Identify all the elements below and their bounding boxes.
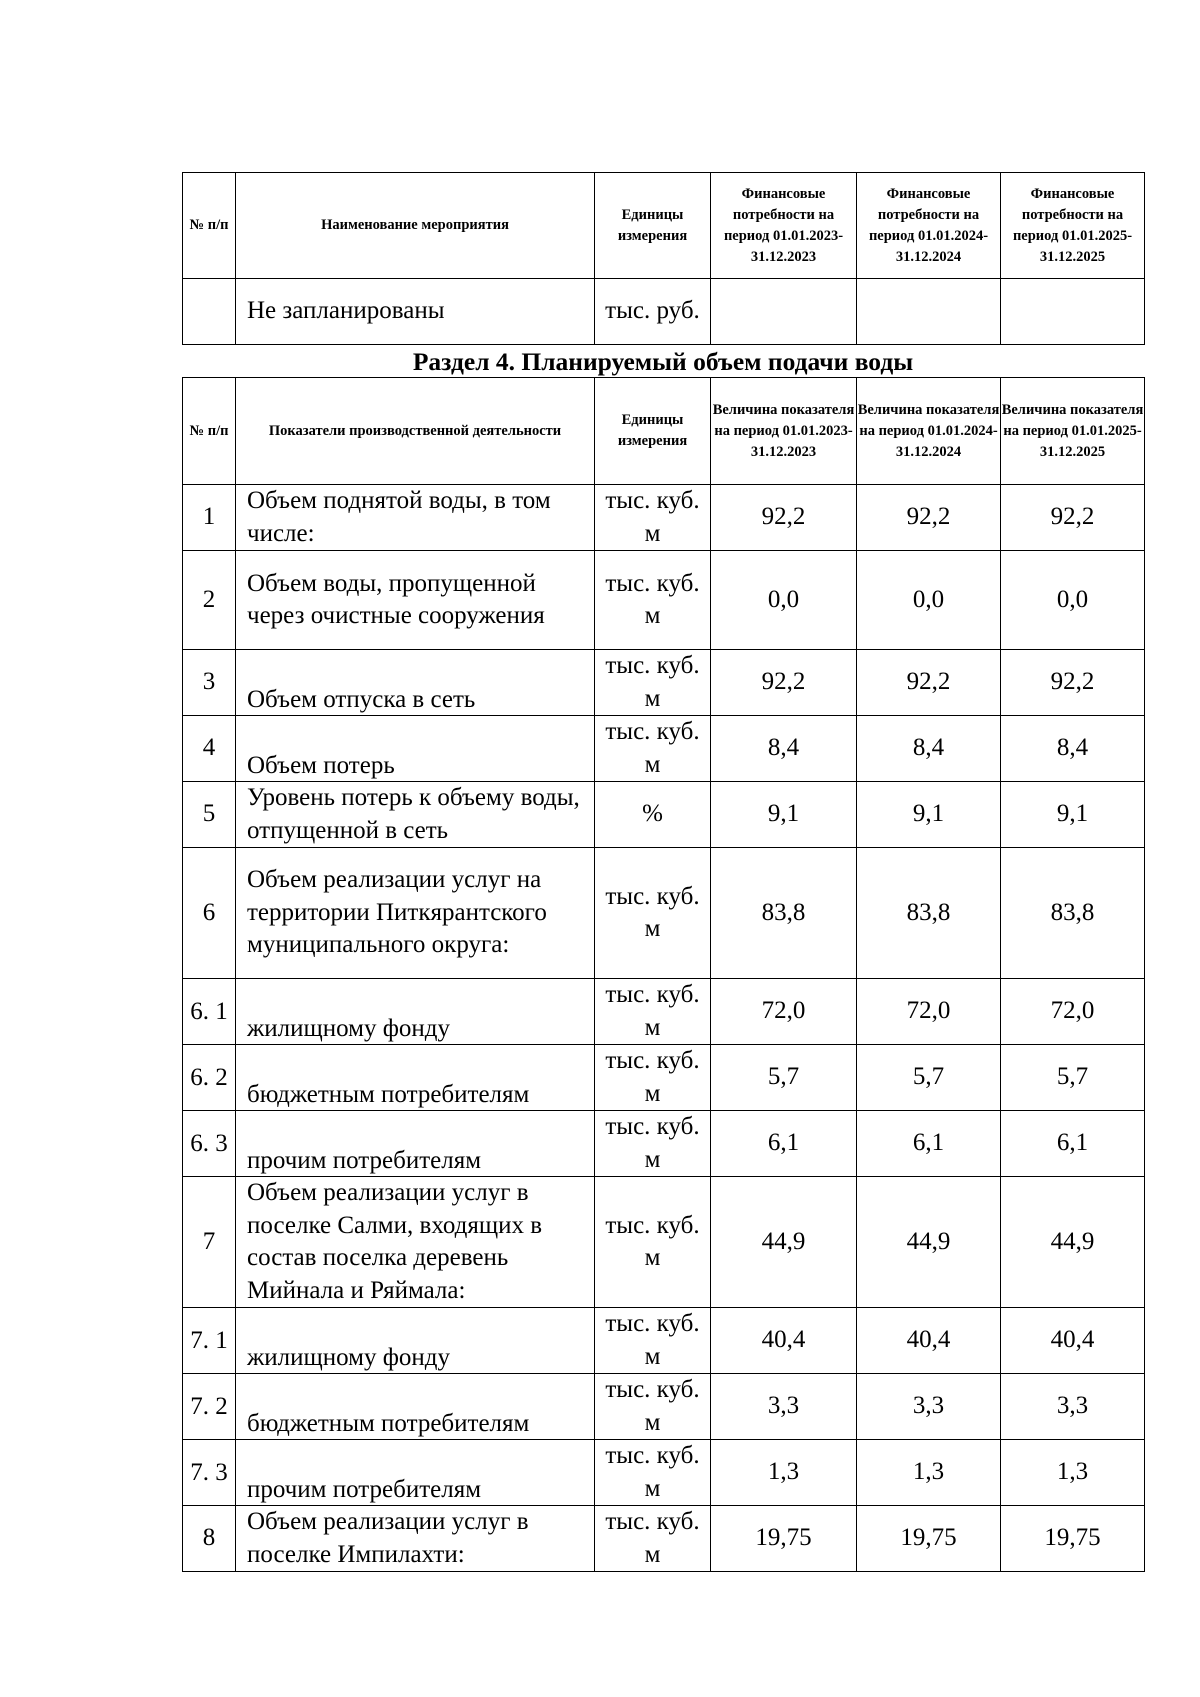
row-num: 1	[183, 485, 236, 551]
row-unit: тыс. куб. м	[595, 1045, 711, 1111]
table-row	[183, 279, 1145, 345]
row-value-2024: 3,3	[857, 1374, 1001, 1440]
row-value-2025: 19,75	[1001, 1506, 1145, 1572]
row-value-2025: 1,3	[1001, 1440, 1145, 1506]
row-value-2024: 92,2	[857, 650, 1001, 716]
row-value-2024: 40,4	[857, 1308, 1001, 1374]
row-num: 6. 3	[183, 1111, 236, 1177]
row-unit: тыс. куб. м	[595, 1440, 711, 1506]
row-value-2023: 6,1	[711, 1111, 857, 1177]
header-measure-name: Наименование мероприятия	[236, 173, 595, 279]
row-value-2024: 72,0	[857, 979, 1001, 1045]
row-num: 6. 1	[183, 979, 236, 1045]
row-value-2023: 83,8	[711, 848, 857, 979]
row-value-2025: 5,7	[1001, 1045, 1145, 1111]
row-unit: тыс. куб. м	[595, 1506, 711, 1572]
row-unit: тыс. руб.	[595, 279, 711, 345]
table-row	[183, 782, 1145, 848]
table-row	[183, 551, 1145, 650]
row-value-2025: 44,9	[1001, 1177, 1145, 1308]
row-value-2023: 72,0	[711, 979, 857, 1045]
table-row	[183, 716, 1145, 782]
table-row	[183, 1045, 1145, 1111]
row-value-2023: 19,75	[711, 1506, 857, 1572]
volume-table-header-row	[183, 378, 1145, 485]
row-name: прочим потребителям	[236, 1440, 595, 1506]
row-unit: тыс. куб. м	[595, 485, 711, 551]
table-row	[183, 485, 1145, 551]
row-value-2024: 6,1	[857, 1111, 1001, 1177]
header-unit: Единицы измерения	[595, 378, 711, 485]
row-name: Не запланированы	[236, 279, 595, 345]
row-value-2023: 92,2	[711, 650, 857, 716]
row-value-2024: 92,2	[857, 485, 1001, 551]
row-num: 6	[183, 848, 236, 979]
measures-table	[182, 172, 1145, 345]
row-value-2025: 6,1	[1001, 1111, 1145, 1177]
row-value-2023: 9,1	[711, 782, 857, 848]
row-unit: тыс. куб. м	[595, 1374, 711, 1440]
row-unit: тыс. куб. м	[595, 1308, 711, 1374]
row-value-2023: 3,3	[711, 1374, 857, 1440]
header-num: № п/п	[183, 173, 236, 279]
row-name: жилищному фонду	[236, 1308, 595, 1374]
header-period-2023: Величина показателя на период 01.01.2023-31.12.2023	[711, 378, 857, 485]
header-unit: Единицы измерения	[595, 173, 711, 279]
row-value-2023: 40,4	[711, 1308, 857, 1374]
table-row	[183, 1374, 1145, 1440]
row-num: 3	[183, 650, 236, 716]
row-name: Объем отпуска в сеть	[236, 650, 595, 716]
table-row	[183, 1308, 1145, 1374]
row-value-2025: 92,2	[1001, 650, 1145, 716]
row-name: прочим потребителям	[236, 1111, 595, 1177]
row-unit: тыс. куб. м	[595, 848, 711, 979]
row-unit: тыс. куб. м	[595, 716, 711, 782]
row-value-2023: 92,2	[711, 485, 857, 551]
header-indicator-name: Показатели производственной деятельности	[236, 378, 595, 485]
header-num: № п/п	[183, 378, 236, 485]
row-num	[183, 279, 236, 345]
row-num: 5	[183, 782, 236, 848]
row-value-2025: 83,8	[1001, 848, 1145, 979]
row-unit: тыс. куб. м	[595, 551, 711, 650]
row-num: 6. 2	[183, 1045, 236, 1111]
table-row	[183, 979, 1145, 1045]
row-value-2025: 8,4	[1001, 716, 1145, 782]
table-row	[183, 848, 1145, 979]
row-num: 7. 3	[183, 1440, 236, 1506]
table-row	[183, 1177, 1145, 1308]
row-name: бюджетным потребителям	[236, 1374, 595, 1440]
row-value-2025	[1001, 279, 1145, 345]
table-row	[183, 1506, 1145, 1572]
row-num: 4	[183, 716, 236, 782]
row-unit: %	[595, 782, 711, 848]
row-value-2025: 3,3	[1001, 1374, 1145, 1440]
row-value-2024: 9,1	[857, 782, 1001, 848]
row-name: Объем воды, пропущенной через очистные сооружения	[236, 551, 595, 650]
row-value-2025: 0,0	[1001, 551, 1145, 650]
row-value-2024: 19,75	[857, 1506, 1001, 1572]
row-name: Объем реализации услуг на территории Питкярантского муниципального округа:	[236, 848, 595, 979]
row-unit: тыс. куб. м	[595, 650, 711, 716]
row-name: Объем потерь	[236, 716, 595, 782]
measures-table-header-row	[183, 173, 1145, 279]
row-unit: тыс. куб. м	[595, 1111, 711, 1177]
row-value-2025: 40,4	[1001, 1308, 1145, 1374]
row-value-2024: 1,3	[857, 1440, 1001, 1506]
table-row	[183, 650, 1145, 716]
header-period-2023: Финансовые потребности на период 01.01.2023-31.12.2023	[711, 173, 857, 279]
row-num: 7. 2	[183, 1374, 236, 1440]
row-name: жилищному фонду	[236, 979, 595, 1045]
row-num: 7. 1	[183, 1308, 236, 1374]
row-name: бюджетным потребителям	[236, 1045, 595, 1111]
header-period-2024: Финансовые потребности на период 01.01.2024-31.12.2024	[857, 173, 1001, 279]
row-name: Объем реализации услуг в поселке Салми, входящих в состав поселка деревень Мийнала и Ряймала:	[236, 1177, 595, 1308]
row-value-2023: 0,0	[711, 551, 857, 650]
row-value-2023: 8,4	[711, 716, 857, 782]
row-value-2024: 83,8	[857, 848, 1001, 979]
row-unit: тыс. куб. м	[595, 979, 711, 1045]
row-value-2024	[857, 279, 1001, 345]
section-title: Раздел 4. Планируемый объем подачи воды	[412, 347, 914, 376]
header-period-2025: Величина показателя на период 01.01.2025-31.12.2025	[1001, 378, 1145, 485]
row-value-2023: 44,9	[711, 1177, 857, 1308]
row-value-2025: 9,1	[1001, 782, 1145, 848]
row-num: 7	[183, 1177, 236, 1308]
header-period-2025: Финансовые потребности на период 01.01.2025-31.12.2025	[1001, 173, 1145, 279]
row-name: Объем поднятой воды, в том числе:	[236, 485, 595, 551]
row-value-2023: 1,3	[711, 1440, 857, 1506]
row-value-2024: 5,7	[857, 1045, 1001, 1111]
row-value-2023	[711, 279, 857, 345]
row-value-2025: 92,2	[1001, 485, 1145, 551]
row-name: Уровень потерь к объему воды, отпущенной в сеть	[236, 782, 595, 848]
water-volume-table	[182, 377, 1145, 1572]
row-value-2024: 8,4	[857, 716, 1001, 782]
row-num: 2	[183, 551, 236, 650]
row-value-2024: 0,0	[857, 551, 1001, 650]
row-unit: тыс. куб. м	[595, 1177, 711, 1308]
header-period-2024: Величина показателя на период 01.01.2024-31.12.2024	[857, 378, 1001, 485]
table-row	[183, 1111, 1145, 1177]
row-name: Объем реализации услуг в поселке Импилахти:	[236, 1506, 595, 1572]
row-value-2023: 5,7	[711, 1045, 857, 1111]
table-row	[183, 1440, 1145, 1506]
row-num: 8	[183, 1506, 236, 1572]
row-value-2025: 72,0	[1001, 979, 1145, 1045]
row-value-2024: 44,9	[857, 1177, 1001, 1308]
